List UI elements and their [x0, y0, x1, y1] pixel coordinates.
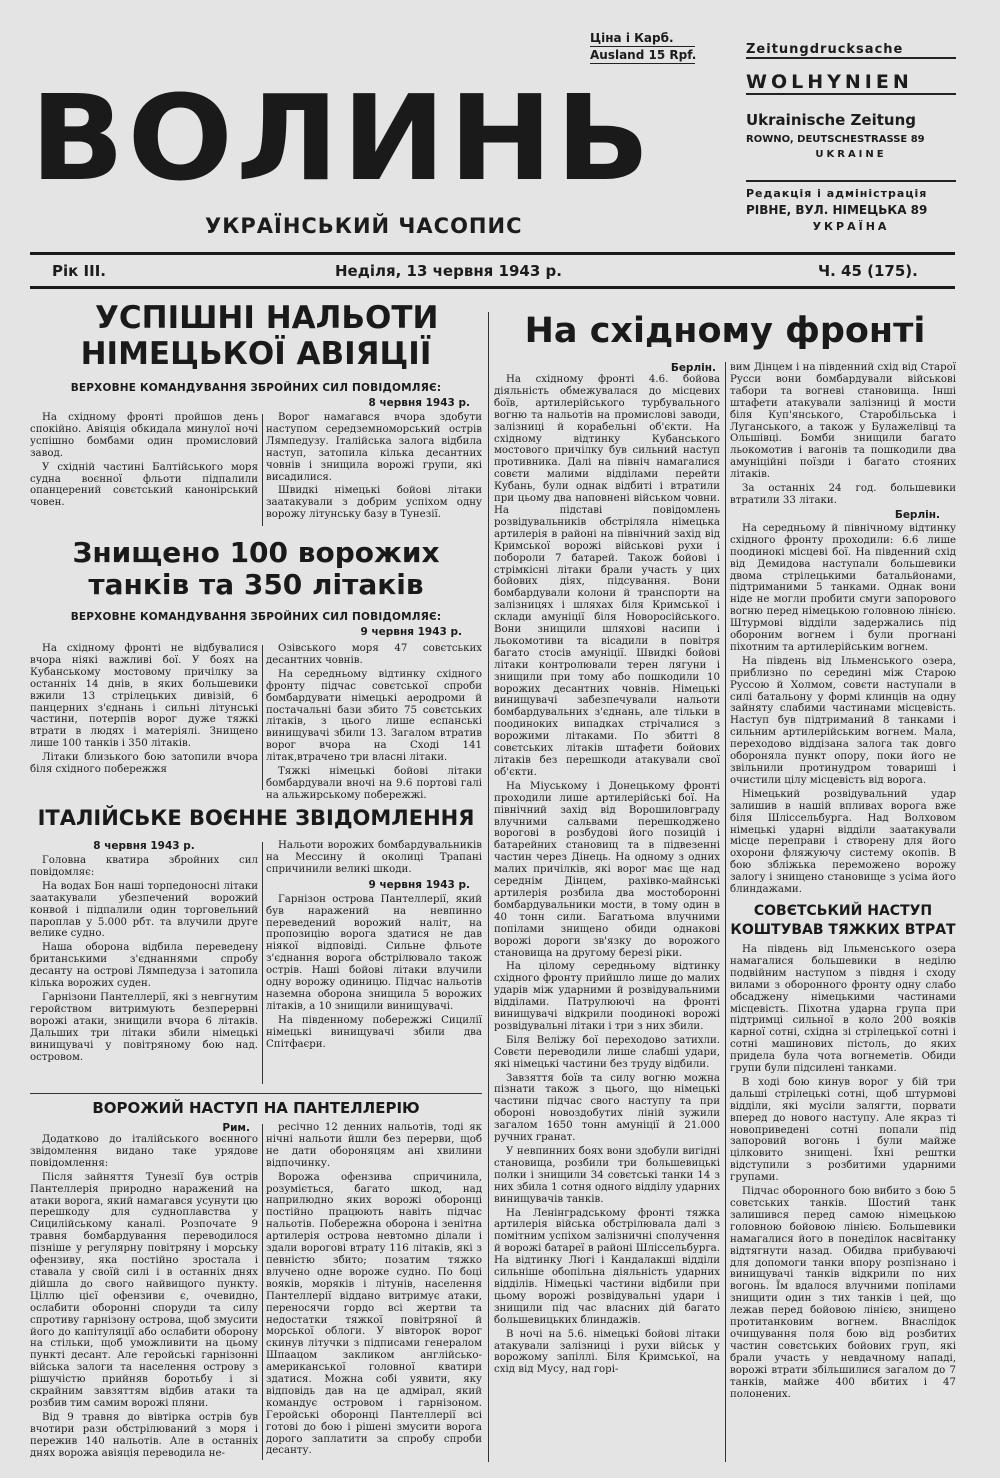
de-line-2: WOLHYNIEN	[746, 71, 956, 95]
article-1-col-2-p-1: Ворог намагався вчора здобути наступом середземноморський острів Лямпедузу. Італійська залога відбила наступ, затопила кілька десантних човнів і знищила ворожі групи, які висадилися.	[266, 412, 482, 483]
masthead-title: ВОЛИНЬ	[30, 70, 653, 208]
article-3-date-1: 8 червня 1943 р.	[93, 840, 195, 852]
article-5-subtitle-line-1: СОВЄТСЬКИЙ НАСТУП	[753, 902, 933, 919]
article-3-col-1-p-4: Гарнізони Пантеллерії, які з невгнутим геройством витримують безперервні ворожі атаки, знищили вчора 6 літаків. Дальших три літаки збили німецькі винищувачі у повітряному бою над. островом.	[30, 991, 258, 1063]
article-2-col-2-p-2: На середньому відтинку східного фронту підчас совєтської спроби бомбардувати німецькі аеродроми й постачальні бази збито 75 совєтських літаків, з цього лише еспанські винищувачі збили 13. Загалом втратив ворог вчора на Сході 141 літак,втрачено три власні літаки.	[266, 668, 482, 764]
ed-line-1: Редакція і адміністрація	[746, 187, 928, 200]
article-2-col-1-p-2: Літаки близького бою затопили вчора біля східного побережжя	[30, 752, 258, 776]
article-5-col-2c-p-2: В ході бою кинув ворог у бій три дальші стрілецькі сотні, щоб штурмові відділи, які мусіли залягти, порвати вперед до нового наступу. Але якраз ті новоприведені сотні попали під запоровий вогонь і були майже цілковито знищені. Їхні рештки відступили з розбитими ударними групами.	[730, 1076, 956, 1184]
article-4-title: ВОРОЖИЙ НАСТУП НА ПАНТЕЛЛЕРІЮ	[92, 1099, 420, 1117]
article-2-col-1-p-1: На східному фронті не відбувалися вчора ніякі важливі бої. У боях на Кубанському мостовому причілку за останніх 14 днів, в яких большевики вжили 13 стрілецьких дивізій, 6 панцерних з'єднань і сильні літунські частини, потерпів ворог дуже тяжкі втрати в людях і матеріялі. Знищено лише 100 танків і 350 літаків.	[30, 643, 258, 750]
article-5-col-1-p-4: Біля Веліжу бої переходово затихли. Совєти переводили лише слабші удари, які німецькі частини без труду відбили.	[494, 1034, 720, 1070]
article-5-col-2b-p-2: На південь від Ільменського озера, приблизно по середині між Старою Руссою й Холмом, совєти наступали в силі батальону у формі клинців на одну зайняту слабими частинами місцевість. Наступ був підтриманий 8 танками і сильним артилерійським вогнем. Мала, переходово віддізана залога так довго обороняла пункт опору, поки його не звільнили протинудром товариші і очистили цілу місцевість від ворога.	[730, 655, 956, 786]
article-3-date-2: 9 червня 1943 р.	[368, 878, 470, 891]
article-5-col-1-p-7: На Ленінградському фронті тяжка артилерія війська обстрілювала далі з помітним успіхом залізничні сполучення й ворожі батареї в районі Шліссельбурга. На відтинку Люгі і Кандалакші відділи сильніше обопільна діяльність ударних відділів. Німецькі частини відбили при цьому ворожі розвідувальні удари і знищили під час власних дій багато большевицьких блиндажів.	[494, 1207, 720, 1326]
article-3-title: ІТАЛІЙСЬКЕ ВОЄННЕ ЗВІДОМЛЕННЯ	[37, 806, 475, 830]
article-2-date: 9 червня 1943 р.	[360, 626, 462, 638]
article-5-col-1-p-5: Завзяття боїв та силу вогню можна пізнати також з цього, що німецькі частини підчас свого наступу та при обороні новоздобутих ліній зужили загалом 1650 тонн амуніції й 21.000 ручних гранат.	[494, 1072, 720, 1144]
article-4-col-2	[266, 1122, 482, 1462]
masthead-rule-bottom	[30, 286, 955, 289]
article-5-col-2c-p-1: На південь від Ільменського озера намагалися большевики в неділю подвійним наступом з півдня і сходу вилами з оборонного фронту одну слабо обсаджену німецькими частинами місцевість. Піхотна ударна група при підтримці сильної в коло 200 вояків карної сотні, східна зі стрілецької сотні і сотні машинових пістоль, до яких придела була чота вогнеметів. Обиди групи були підсилені танками.	[730, 943, 956, 1075]
article-4-col-2-p-1: ресічно 12 денних нальотів, тоді як нічні нальоти йшли без перерви, щоб не дати обороняцям ані хвилини відпочинку.	[266, 1122, 482, 1169]
column-divider-center	[488, 312, 489, 1462]
de-line-4: ROWNO, DEUTSCHESTRASSE 89	[746, 134, 925, 145]
column-divider-right	[725, 362, 726, 1462]
article-5-col-1-p-2: На Міуському і Донецькому фронті проходили лише артилерійські бої. На північний захід від Ворошиловграду влучними сальвами перешкоджено ворогові в розбудові його позицій і батарейних становищ та в підвезенні частин через Дінець. На одному з одних малих причілків, які ворог має ще над середнім Дінцем, рахівко-майнські артилерія розбила два мостоборонні бомбардувальники мости, в тому один в 40 тонн сили. Багатьома влучними попілами знищено обиди однакові ворожі дороги зв'язку до ворожого становища на другому березі ріки.	[494, 780, 720, 959]
german-address-block	[746, 42, 956, 160]
article-4-rule	[30, 1093, 482, 1094]
price-line-1: Ціна і Карб.	[590, 30, 695, 47]
article-4-header	[30, 1096, 482, 1122]
price-box	[590, 30, 695, 64]
article-5-place: Берлін.	[670, 362, 716, 374]
article-5-title: На східному фронті	[524, 311, 926, 351]
article-1-col-1-p-1: На східному фронті пройшов день спокійно. Авіяція обкидала минулої ночі успішно бомбами один промисловий завод.	[30, 412, 258, 459]
article-2-col-1	[30, 643, 258, 793]
article-1-col-2-p-2: Швидкі німецькі бойові літаки заатакували з добрим успіхом одну ворожу літунську базу в Тунезії.	[266, 485, 482, 521]
article-3-col-1-p-2: На водах Бон наші торпедоносні літаки заатакували убезпечений ворожий конвой і підпалили один торговельний пароплав у 5.000 рбт. та влучили друге велике судно.	[30, 880, 258, 940]
article-3-col-1-p-1: Головна кватира збройних сил повідомляє:	[30, 855, 258, 878]
article-3-col-2	[266, 840, 482, 1090]
article-1-date: 8 червня 1943 р.	[368, 397, 470, 409]
article-2-title-line-2: танків та 350 літаків	[88, 568, 424, 601]
article-1-col-1	[30, 412, 258, 532]
article-3-divider	[262, 842, 263, 1084]
article-4-col-2-p-2: Ворожа офензива спричинила, розуміється, багато шкод, над наприлюдно яких ворожі оборонці постійно працюють навіть підчас нальотів. Побережна оборона і зенітна артилерія острова невтомно ділали і здали ворогові втрату 116 літаків, які з певністю збито; позатим тяжко влучено одне вороже судно. По боці вояків, моряків і літунів, населення Пантеллерії віддано витримує атаки, переносячи гордо всі жертви та недостатки тяжкої повітряної й морської облоги. У вівторок ворог скинув літучки з підписами генералом Шпаацом закликом англійсько-американської головної кватири здатися. Можна собі уявити, яку відповідь дав на це адмірал, який командує островом і гарнізоном. Геройські оборонці Пантеллерії всі готові до бою і рішені змусити ворога дорого заплатити за спробу спроби десанту.	[266, 1171, 482, 1457]
dateline	[30, 262, 955, 284]
article-5-col-2	[730, 362, 956, 1462]
article-1-col-1-p-2: У східній частині Балтійського моря судна воєнної фльоти підпалили опанцерений совєтський канонірський човен.	[30, 461, 258, 509]
dateline-issue: Ч. 45 (175).	[818, 262, 918, 280]
article-1-divider	[262, 414, 263, 526]
article-3-col-2b-p-1: Гарнізон острова Пантеллерії, який був наражений на невпинно переведений ворожий наліт, на пропозицію ворога здатися не дав ніякої відповіді. Сильне фльоте з'єднання ворога обстрілювало також острів. Наші бойові літаки влучили одну ворожу одиницю. Підчас нальотів наземна оборона знищила 5 ворожих літаків, а 10 знищили винищувачі.	[266, 893, 482, 1012]
dateline-year: Рік III.	[52, 262, 106, 280]
article-2-col-2-p-3: Тяжкі німецькі бойові літаки бомбардували вночі на 9.6 портові галі на альжирському побережжі.	[266, 766, 482, 801]
article-4-divider	[262, 1124, 263, 1460]
article-2-divider	[262, 645, 263, 790]
de-line-5: UKRAINE	[815, 149, 887, 160]
ed-line-2: РІВНЕ, ВУЛ. НІМЕЦЬКА 89	[746, 203, 928, 217]
article-5-col-1-p-8: В ночі на 5.6. німецькі бойові літаки атакували залізниці і рухи військ у ворожому запіллі. Біля Кримської, на схід від Мусу, над горі-	[494, 1328, 720, 1376]
article-5-col-1-p-3: На цілому середньому відтинку східного фронту прийшло лише до малих ударів між ударними й розвідувальними відділами. Патрулюючі на фронті винищувачі відкрили поодинокі ворожі розвідувальні літаки і три з них збили.	[494, 961, 720, 1032]
article-4-col-1-p-2: Після зайняття Тунезії був острів Пантеллерія природно наражений на атаки ворога, який намагався усунути цю перешкоду для судноплавства у Сицилійському каналі. Розпочате 9 травня бомбардування переводилося пізніше у регулярну повітряну і морську офензиву, яка постійно зростала і ставала у своїй силі і в останніх днях дійшла до свого найвищого пункту. Ціллю цієї офензиви є, очевидно, ослабити оборонні споруди та силу спротиву гарнізону острова, щоб змусити його до капітуляції або ослабити оборону на стільки, щоб уможливити на цьому пункті десант. Але геройські гарнізонні війська залоги та населення острову з рішучістю прийняв боротьбу і зі скрайним завзяттям відбив атаки та розбив тим самим ворожі пляни.	[30, 1171, 258, 1409]
article-5-col-2-p-2: За останніх 24 год. большевики втратили 33 літаки.	[730, 483, 956, 506]
article-3-col-1	[30, 840, 258, 1090]
article-5-place-2: Берлін.	[894, 508, 940, 521]
dateline-date: Неділя, 13 червня 1943 р.	[335, 262, 562, 280]
article-5-col-2b-p-1: На середньому й північному відтинку східного фронту проходили: 6.6 лише поодинокі місцеві бої. На південний схід від Демидова наступали большевики двома стрілецькими батальйонами, підтриманими 5 танками. Однак вони ніде не могли пробити смуги запорового вогню перед німецькою головною лінією. Штурмові відділи задержались під обороним вогнем і були прогнані піхотним та артилерійським вогнем.	[730, 522, 956, 653]
article-4-col-1-p-1: Додатково до італійського воєнного звідомлення видано таке урядове повідомлення:	[30, 1134, 258, 1169]
article-1-title-line-2: НІМЕЦЬКОЇ АВІЯЦІЇ	[80, 336, 432, 372]
article-2-col-2	[266, 643, 482, 801]
article-5-col-1-p-1: На східному фронті 4.6. бойова діяльність обмежувалася до місцевих боїв, артилерійського турбувального вогню та нальотів на промислові заводи, залізниці й корабельні об'єкти. На східному відтинку Кубанського мостового причілку був сильний наступ противника. Далі на північ намагалися совєти малими відділами перейти Кубань, були однак відбиті і втратили при цьому два наповнені військом човни. На підставі повідомлень розвідувальників обстріляла німецька артилерія в районі на північний захід від Кримської ворожі військові рухи і побороли 7 батарей. Також бойові і стрімкісні літаки брали участь у цих бойових діях, підсування. Вони бомбардували колони й транспорти на залізницях і шляхах біля Кримської і склади амуніції біля Новоросійського. Вони знищили шляхові насипи і льокомотиви та вісадили в повітря багато стосів амуніції. Швидкі бойові літаки контролювали терен лягуни і знищили при тому або пошкодили 10 ворожих десантних човнів. Німецькі винищувачі забезпечували нальоти бомбардувальних з'єднань, але тільки в поодиноких випадках стрічалися з ворожими літаками. По збитті 8 совєтських літаків штафети бойових літаків без перешкоди атакували свої об'єкти.	[494, 374, 720, 778]
masthead-rule-top	[30, 252, 955, 255]
article-5-col-2-p-1: вим Дінцем і на південний схід від Старої Русси вони бомбардували військові табори та вогневі становища. Інші штафети атакували залізниці й мости біля Куп'янського, Старобільська і Луганського, а також у Булажелівці та Ольшівці. Бомби знищили багато льокомотив і вагонів та пошкодили два амуніційні поїзди і багато стояних літаків.	[730, 362, 956, 481]
article-2-kicker: ВЕРХОВНЕ КОМАНДУВАННЯ ЗБРОЙНИХ СИЛ ПОВІДОМЛЯЄ:	[70, 611, 442, 623]
article-3-col-1-p-3: Наша оборона відбила переведену британськими з'єднаннями спробу десанту на острові Лямпедуза і затопила кілька ворожих суден.	[30, 942, 258, 990]
de-line-1: Zeitungdrucksache	[746, 42, 956, 59]
article-5-col-1-p-6: У невпинних боях вони здобули вигідні становища, розбили три большевицькі полки і знищили 34 совєтські танки 14 з них збила 1 сотня одного відділу ударних винищувачів танків.	[494, 1146, 720, 1205]
article-4-col-1-p-3: Від 9 травня до вівтірка острів був вчотири рази обстрілюваний з моря і пережив 140 нальотів. Але в останніх днях ворожа авіяція переводила не-	[30, 1411, 258, 1459]
masthead-subtitle: УКРАЇНСЬКИЙ ЧАСОПИС	[205, 214, 523, 238]
article-3-col-2a-p-1: Нальоти ворожих бомбардувальників на Мессину й околиці Трапані спричинили великі шкоди.	[266, 840, 482, 875]
price-line-2: Ausland 15 Rpf.	[590, 48, 697, 62]
article-2-title-line-1: Знищено 100 ворожих	[72, 536, 440, 569]
article-5-col-2c-p-3: Підчас оборонного бою вибито з бою 5 совєтських танків. Шостий танк залишився перед самою німецькою головною бойовою лінією. Большевики намагалися його в понеділок насвітанку відтягнути назад. Обидва прибуваючі для допомоги танки впору розпізнано і винищувачі танків відкрили по них вогонь. Їм вдалося влучними попілами знищити один з тих танків і цей, що лежав перед бойовою лінією, знищено протитанковим вогнем. Внаслідок очищування поля бою від розбитих частин совєтських бойових груп, які брали участь у невдачному нападі, ворожі втрати збільшилися загалом до 7 танків, майже 400 вбитих і 47 полонених.	[730, 1186, 956, 1400]
article-2-col-2-p-1: Озівського моря 47 совєтських десантних човнів.	[266, 643, 482, 666]
article-1-kicker: ВЕРХОВНЕ КОМАНДУВАННЯ ЗБРОЙНИХ СИЛ ПОВІДОМЛЯЄ:	[70, 382, 442, 394]
article-1-title-line-1: УСПІШНІ НАЛЬОТИ	[95, 300, 439, 336]
article-3-header	[30, 800, 482, 838]
article-1-header	[30, 300, 482, 410]
article-3-col-2b-p-2: На південному побережжі Сицилії німецькі винищувачі збили два Спітфаєри.	[266, 1014, 482, 1050]
de-line-3: Ukrainische Zeitung	[746, 111, 916, 129]
article-4-col-1	[30, 1122, 258, 1462]
article-5-header	[494, 304, 956, 362]
editorial-address-block	[746, 180, 956, 233]
ed-line-3: УКРАЇНА	[812, 220, 890, 233]
article-4-place: Рим.	[222, 1122, 250, 1134]
article-1-col-2	[266, 412, 482, 532]
article-5-col-2b-p-3: Німецький розвідувальний удар залишив в нашій впливах ворога вже біля Шліссельбурга. Над Волховом німецькі ударні відділи заатакували місце переправи і створену для його охорони фляжуючу систему окопів. В бою збліжька переможено ворожу залогу і знищено становище з усіма його блиндажами.	[730, 788, 956, 896]
article-2-header	[30, 537, 482, 642]
article-5-subtitle-line-2: КОШТУВАВ ТЯЖКИХ ВТРАТ	[730, 921, 956, 938]
article-5-col-1	[494, 362, 720, 1462]
